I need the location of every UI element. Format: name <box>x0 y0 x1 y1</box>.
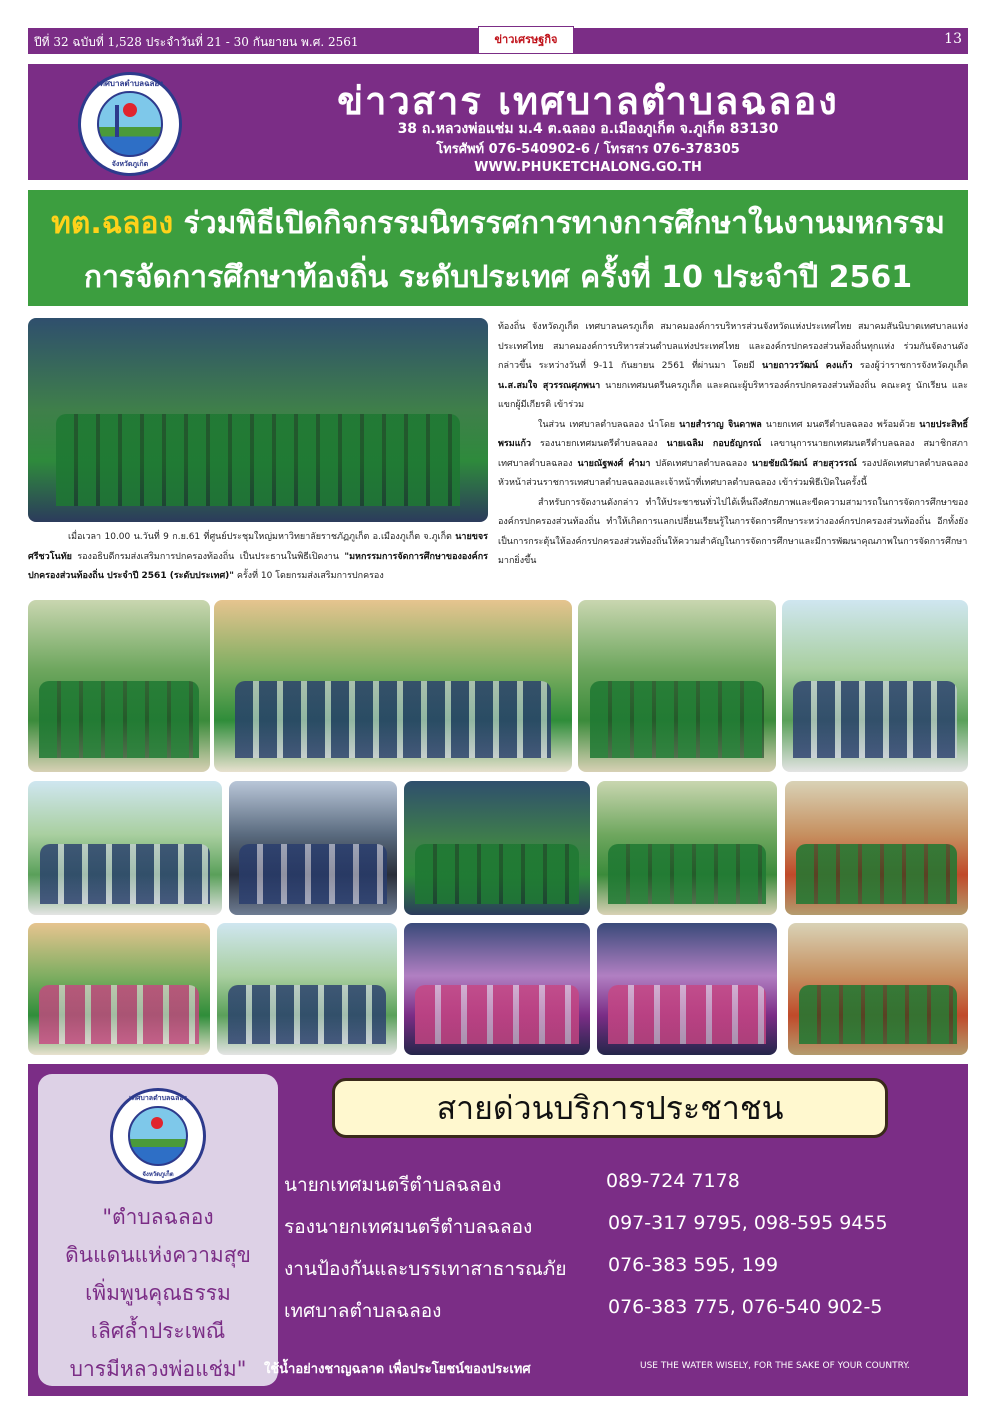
gallery-photo <box>597 781 777 915</box>
person-name: นายณัฐพงศ์ คำมา <box>577 458 651 469</box>
article-text: นายกเทศ มนตรีตำบลฉลอง พร้อมด้วย <box>761 419 920 430</box>
contact-number: 076-383 775, 076-540 902-5 <box>608 1296 883 1318</box>
contact-label: เทศบาลตำบลฉลอง <box>284 1300 442 1322</box>
masthead <box>28 64 968 180</box>
top-bar <box>28 28 968 54</box>
slogan-line: "ตำบลฉลอง <box>102 1205 214 1229</box>
headline-line-1 <box>28 200 968 247</box>
person-name: น.ส.สมใจ สุวรรณศุภพนา <box>498 380 601 391</box>
headline-banner <box>28 190 968 306</box>
contact-row <box>284 1170 954 1200</box>
hotline-title: สายด่วนบริการประชาชน <box>332 1078 888 1138</box>
article-text: เมื่อเวลา 10.00 น.วันที่ 9 ก.ย.61 ที่ศูนย์ประชุมใหญ่มหาวิทยาลัยราชภัฏภูเก็ต อ.เมืองภูเก็ต จ.ภูเก็ต <box>68 532 456 542</box>
headline-accent: ทต.ฉลอง <box>51 206 174 241</box>
person-name: นายเฉลิม กอบธัญกรณ์ <box>666 439 762 449</box>
contact-label: งานป้องกันและบรรเทาสาธารณภัย <box>284 1258 567 1280</box>
slogan-line: เลิศล้ำประเพณี <box>90 1319 226 1343</box>
gallery-photo <box>404 923 590 1055</box>
person-name: นายชัยณิวัฒน์ สายสุวรรณ์ <box>751 458 857 469</box>
article-text: นายกเทศมนตรีนครภูเก็ต และคณะผู้บริหารองค์กรปกครองส่วนท้องถิ่น คณะครู นักเรียน และ แขกผู้มีเกียรติ เข้าร่วม <box>498 380 969 410</box>
slogan-line: บารมีหลวงพ่อแช่ม" <box>69 1357 247 1381</box>
gallery-photo <box>28 923 210 1055</box>
person-name: นายสำราญ จินดาพล <box>679 419 762 430</box>
gallery-photo <box>578 600 776 772</box>
article-text: รองปลัดเทศบาลตำบลฉลอง หัวหน้าส่วนราชการเทศบาลตำบลฉลองและเจ้าหน้าที่เทศบาลตำบลฉลอง เข้าร่วมพิธีเปิดในครั้งนี้ <box>498 458 969 488</box>
gallery-photo <box>404 781 590 915</box>
article-text: ท้องถิ่น จังหวัดภูเก็ต เทศบาลนครภูเก็ต สมาคมองค์การบริหารส่วนจังหวัดแห่งประเทศไทย สมาคมสันนิบาตเทศบาลแห่งประเทศไทย สมาคมองค์การบริหารส่วนตำบลแห่งประเทศไทย และองค์กรปกครองส่วนท้องถิ่นทุกแห่ง ร่วมกันจัดงานดังกล่าวขึ้น ระหว่างวันที่ 9-11 กันยายน 2561 ที่ผ่านมา โดยมี <box>498 322 968 371</box>
article-paragraph <box>28 528 488 587</box>
article-right-column <box>498 318 968 572</box>
article-paragraph <box>498 318 968 416</box>
article-text: รองอธิบดีกรมส่งเสริมการปกครองท้องถิ่น เป็นประธานในพิธีเปิดงาน <box>71 551 345 562</box>
slogan-line: ดินแดนแห่งความสุข <box>65 1243 251 1267</box>
seal-sun-icon <box>151 1117 163 1129</box>
contact-number: 089-724 7178 <box>606 1170 740 1192</box>
article-paragraph: สำหรับการจัดงานดังกล่าว ทำให้ประชาชนทั่วไปได้เห็นถึงศักยภาพและขีดความสามารถในการจัดการศึกษาขององค์กรปกครองส่วนท้องถิ่น ทำให้เกิดการแลกเปลี่ยนเรียนรู้ในการจัดการศึกษาระหว่างองค์กรปกครองส่วนท้องถิ่น อีกทั้งยังเป็นการกระตุ้นให้องค์กรปกครองส่วนท้องถิ่นให้ความสำคัญในการจัดการศึกษาและมีการพัฒนาคุณภาพในการจัดการศึกษามากยิ่งขึ้น <box>498 497 968 566</box>
contact-number: 076-383 595, 199 <box>608 1254 779 1276</box>
article-text: ปลัดเทศบาลตำบลฉลอง <box>650 458 752 469</box>
article-text: เลขานุการนายกเทศมนตรีตำบลฉลอง สมาชิกสภาเทศบาลตำบลฉลอง <box>498 439 969 469</box>
seal-bottom-text: จังหวัดภูเก็ต <box>111 160 149 168</box>
person-name: นายถาวรวัฒน์ คงแก้ว <box>761 361 853 371</box>
municipality-seal-icon <box>78 72 182 176</box>
article-left-column <box>28 528 488 587</box>
footer-thai-slogan: ใช้น้ำอย่างชาญฉลาด เพื่อประโยชน์ของประเทศ <box>264 1362 531 1377</box>
gallery-photo <box>217 923 397 1055</box>
contact-row <box>284 1212 954 1242</box>
gallery-photo <box>28 781 222 915</box>
gallery-photo <box>214 600 572 772</box>
slogan-line: เพิ่มพูนคุณธรรม <box>85 1281 231 1305</box>
gallery-photo <box>28 600 210 772</box>
seal-bottom-text: จังหวัดภูเก็ต <box>142 1171 174 1178</box>
gallery-photo <box>782 600 968 772</box>
masthead-website: WWW.PHUKETCHALONG.GO.TH <box>474 160 702 175</box>
seal-top-text: เทศบาลตำบลฉลอง <box>128 1094 187 1102</box>
slogan-box <box>38 1074 278 1386</box>
issue-info: ปีที่ 32 ฉบับที่ 1,528 ประจำวันที่ 21 - 30 กันยายน พ.ศ. 2561 <box>34 35 359 49</box>
slogan <box>38 1198 278 1388</box>
seal-emblem <box>97 91 163 157</box>
masthead-address: 38 ถ.หลวงพ่อแช่ม ม.4 ต.ฉลอง อ.เมืองภูเก็ต จ.ภูเก็ต 83130 <box>397 121 779 137</box>
article-text: ครั้งที่ 10 โดยกรมส่งเสริมการปกครอง <box>233 571 384 581</box>
gallery-photo <box>788 923 968 1055</box>
article-text: รองนายกเทศมนตรีตำบลฉลอง <box>531 439 667 449</box>
seal-sun-icon <box>123 103 137 117</box>
main-photo <box>28 318 488 522</box>
article-text: รองผู้ว่าราชการจังหวัดภูเก็ต <box>852 361 969 371</box>
event-name: "มหกรรมการจัดการศึกษาขององค์กรปกครองส่วนท้องถิ่น ประจำปี 2561 (ระดับประเทศ)" <box>28 551 488 581</box>
person-name: นายประสิทธิ์ พรมแก้ว <box>498 419 968 449</box>
seal-tower-icon <box>115 105 119 137</box>
article-text: ในส่วน เทศบาลตำบลฉลอง นำโดย <box>538 419 680 430</box>
contact-label: รองนายกเทศมนตรีตำบลฉลอง <box>284 1216 533 1238</box>
masthead-phone: โทรศัพท์ 076-540902-6 / โทรสาร 076-378305 <box>436 142 740 157</box>
contact-number: 097-317 9795, 098-595 9455 <box>608 1212 888 1234</box>
gallery-photo <box>785 781 968 915</box>
hotline-panel <box>28 1064 968 1396</box>
contact-row <box>284 1254 954 1284</box>
municipality-seal-icon <box>110 1088 206 1184</box>
contact-row <box>284 1296 954 1326</box>
headline-line-1-text: ร่วมพิธีเปิดกิจกรรมนิทรรศการทางการศึกษาในงานมหกรรม <box>173 206 945 241</box>
seal-top-text: เทศบาลตำบลฉลอง <box>96 79 164 88</box>
seal-emblem <box>128 1106 188 1166</box>
person-name: นายขจร ศรีชวโนทัย <box>28 532 488 562</box>
footer-english-slogan: USE THE WATER WISELY, FOR THE SAKE OF YOUR COUNTRY. <box>640 1361 910 1371</box>
gallery-photo <box>597 923 777 1055</box>
newspaper-logo: ข่าวเศรษฐกิจ <box>478 26 574 54</box>
page-number: 13 <box>944 31 962 47</box>
masthead-title: ข่าวสาร เทศบาลตำบลฉลอง <box>337 79 839 123</box>
gallery-photo <box>229 781 397 915</box>
headline-line-2: การจัดการศึกษาท้องถิ่น ระดับประเทศ ครั้งที่ 10 ประจำปี 2561 <box>83 260 913 295</box>
article-paragraph <box>498 416 968 494</box>
contact-label: นายกเทศมนตรีตำบลฉลอง <box>284 1174 502 1196</box>
